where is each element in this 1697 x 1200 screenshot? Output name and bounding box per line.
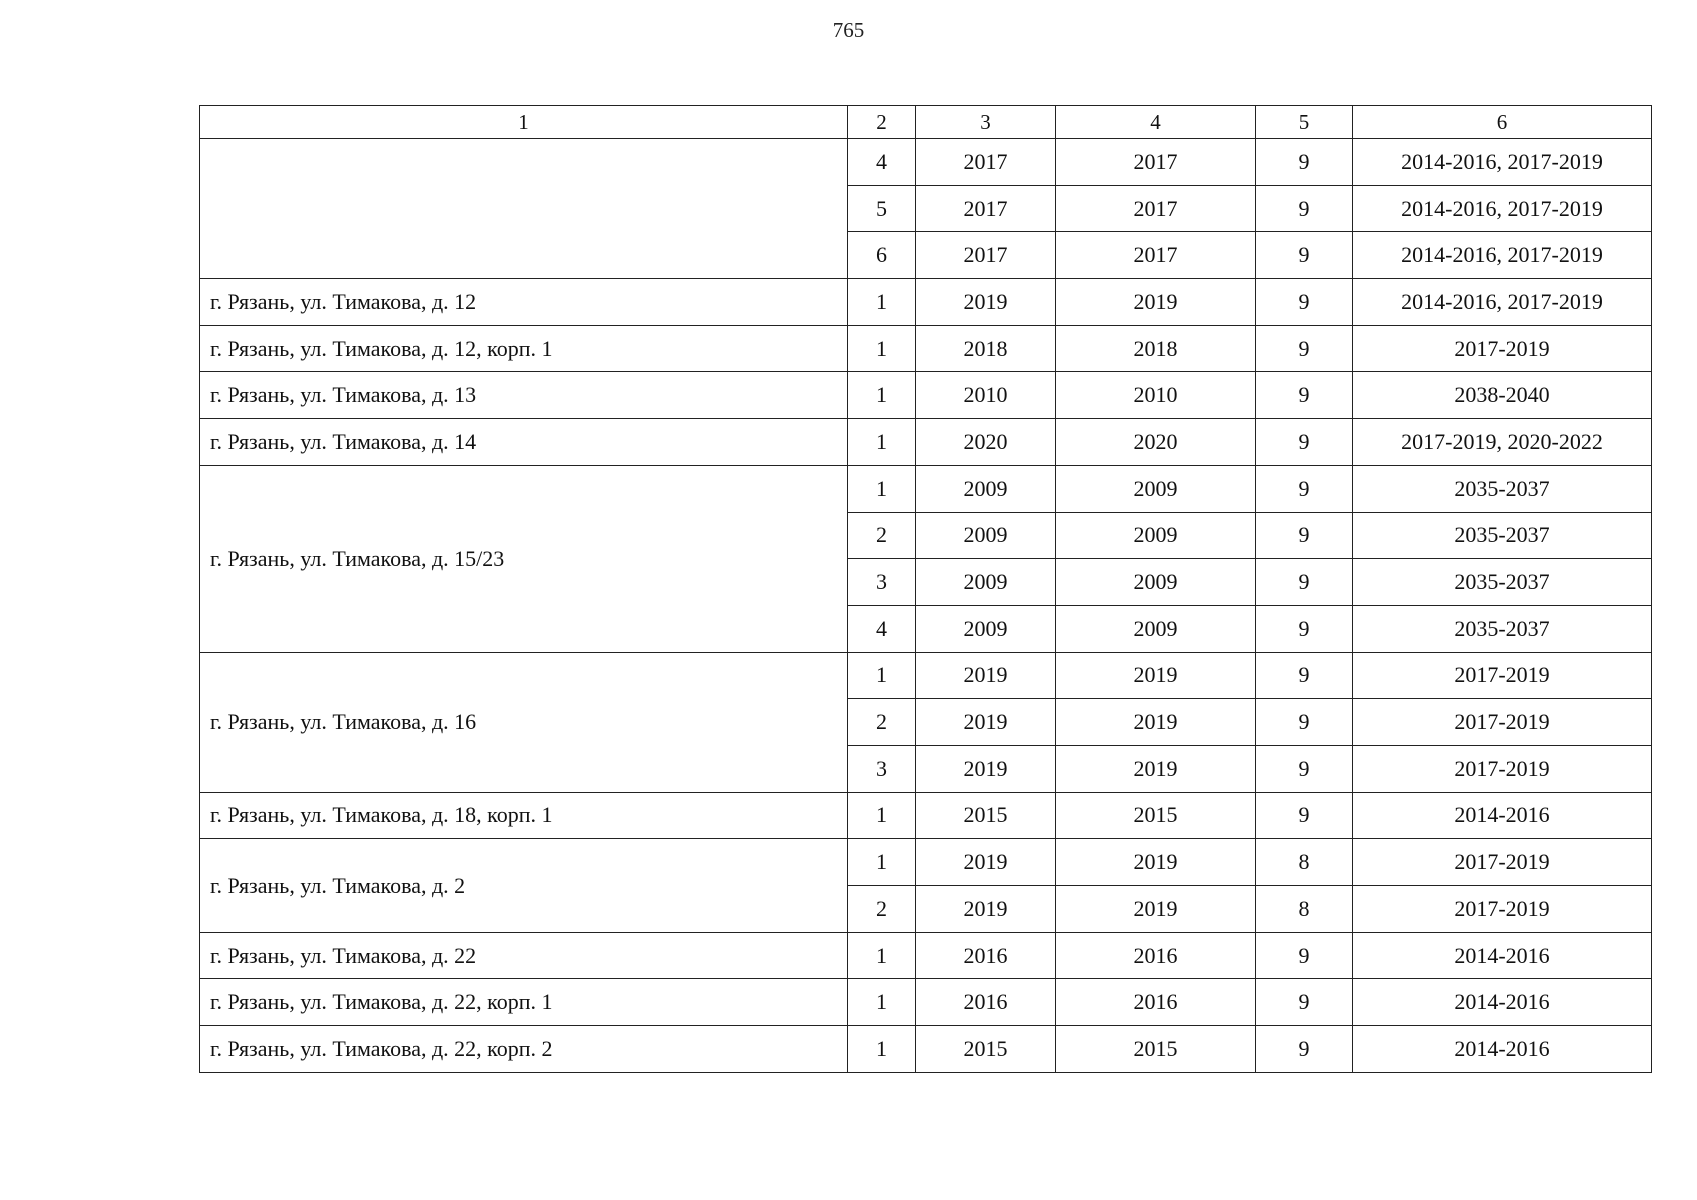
period-cell: 2014-2016, 2017-2019 bbox=[1353, 232, 1652, 279]
entrance-number-cell: 6 bbox=[848, 232, 916, 279]
page-number: 765 bbox=[832, 18, 865, 42]
year-cell: 2009 bbox=[916, 559, 1056, 606]
column-header: 3 bbox=[916, 106, 1056, 139]
entrance-number-cell: 1 bbox=[848, 652, 916, 699]
address-cell: г. Рязань, ул. Тимакова, д. 16 bbox=[200, 652, 848, 792]
floors-cell: 9 bbox=[1256, 652, 1353, 699]
entrance-number-cell: 4 bbox=[848, 605, 916, 652]
year-cell: 2015 bbox=[916, 792, 1056, 839]
floors-cell: 9 bbox=[1256, 1026, 1353, 1073]
address-cell: г. Рязань, ул. Тимакова, д. 15/23 bbox=[200, 465, 848, 652]
floors-cell: 9 bbox=[1256, 279, 1353, 326]
year-cell: 2009 bbox=[916, 512, 1056, 559]
floors-cell: 9 bbox=[1256, 139, 1353, 186]
address-cell: г. Рязань, ул. Тимакова, д. 13 bbox=[200, 372, 848, 419]
period-cell: 2035-2037 bbox=[1353, 512, 1652, 559]
period-cell: 2017-2019 bbox=[1353, 325, 1652, 372]
entrance-number-cell: 4 bbox=[848, 139, 916, 186]
address-cell: г. Рязань, ул. Тимакова, д. 2 bbox=[200, 839, 848, 932]
period-cell: 2035-2037 bbox=[1353, 465, 1652, 512]
entrance-number-cell: 1 bbox=[848, 839, 916, 886]
entrance-number-cell: 2 bbox=[848, 699, 916, 746]
table-row bbox=[200, 325, 1652, 372]
table-row bbox=[200, 465, 1652, 512]
year-cell: 2016 bbox=[916, 979, 1056, 1026]
year-cell: 2009 bbox=[1056, 605, 1256, 652]
floors-cell: 8 bbox=[1256, 839, 1353, 886]
floors-cell: 9 bbox=[1256, 185, 1353, 232]
floors-cell: 9 bbox=[1256, 745, 1353, 792]
period-cell: 2017-2019 bbox=[1353, 839, 1652, 886]
table-row bbox=[200, 839, 1652, 886]
entrance-number-cell: 1 bbox=[848, 325, 916, 372]
year-cell: 2016 bbox=[1056, 979, 1256, 1026]
period-cell: 2014-2016, 2017-2019 bbox=[1353, 185, 1652, 232]
year-cell: 2009 bbox=[916, 605, 1056, 652]
address-cell bbox=[200, 139, 848, 279]
year-cell: 2009 bbox=[916, 465, 1056, 512]
entrance-number-cell: 1 bbox=[848, 279, 916, 326]
address-cell: г. Рязань, ул. Тимакова, д. 12, корп. 1 bbox=[200, 325, 848, 372]
floors-cell: 9 bbox=[1256, 932, 1353, 979]
year-cell: 2017 bbox=[1056, 185, 1256, 232]
year-cell: 2009 bbox=[1056, 559, 1256, 606]
floors-cell: 9 bbox=[1256, 605, 1353, 652]
entrance-number-cell: 1 bbox=[848, 465, 916, 512]
year-cell: 2009 bbox=[1056, 512, 1256, 559]
entrance-number-cell: 5 bbox=[848, 185, 916, 232]
period-cell: 2038-2040 bbox=[1353, 372, 1652, 419]
entrance-number-cell: 1 bbox=[848, 419, 916, 466]
floors-cell: 9 bbox=[1256, 792, 1353, 839]
year-cell: 2019 bbox=[916, 652, 1056, 699]
year-cell: 2019 bbox=[916, 699, 1056, 746]
year-cell: 2019 bbox=[1056, 886, 1256, 933]
table-row bbox=[200, 372, 1652, 419]
table-row bbox=[200, 792, 1652, 839]
year-cell: 2019 bbox=[916, 745, 1056, 792]
year-cell: 2019 bbox=[1056, 652, 1256, 699]
entrance-number-cell: 2 bbox=[848, 886, 916, 933]
year-cell: 2015 bbox=[1056, 1026, 1256, 1073]
entrance-number-cell: 1 bbox=[848, 979, 916, 1026]
floors-cell: 9 bbox=[1256, 372, 1353, 419]
table-row bbox=[200, 139, 1652, 186]
entrance-number-cell: 1 bbox=[848, 792, 916, 839]
year-cell: 2017 bbox=[1056, 232, 1256, 279]
floors-cell: 9 bbox=[1256, 232, 1353, 279]
floors-cell: 9 bbox=[1256, 465, 1353, 512]
year-cell: 2009 bbox=[1056, 465, 1256, 512]
address-cell: г. Рязань, ул. Тимакова, д. 12 bbox=[200, 279, 848, 326]
column-header: 5 bbox=[1256, 106, 1353, 139]
address-cell: г. Рязань, ул. Тимакова, д. 14 bbox=[200, 419, 848, 466]
table-body bbox=[200, 106, 1652, 1073]
year-cell: 2018 bbox=[916, 325, 1056, 372]
year-cell: 2019 bbox=[916, 886, 1056, 933]
year-cell: 2019 bbox=[1056, 839, 1256, 886]
year-cell: 2017 bbox=[916, 185, 1056, 232]
year-cell: 2010 bbox=[1056, 372, 1256, 419]
year-cell: 2018 bbox=[1056, 325, 1256, 372]
floors-cell: 9 bbox=[1256, 325, 1353, 372]
address-cell: г. Рязань, ул. Тимакова, д. 22, корп. 1 bbox=[200, 979, 848, 1026]
floors-cell: 9 bbox=[1256, 512, 1353, 559]
floors-cell: 9 bbox=[1256, 699, 1353, 746]
period-cell: 2017-2019 bbox=[1353, 652, 1652, 699]
address-cell: г. Рязань, ул. Тимакова, д. 22, корп. 2 bbox=[200, 1026, 848, 1073]
column-header: 4 bbox=[1056, 106, 1256, 139]
period-cell: 2017-2019 bbox=[1353, 699, 1652, 746]
year-cell: 2020 bbox=[916, 419, 1056, 466]
floors-cell: 9 bbox=[1256, 419, 1353, 466]
year-cell: 2010 bbox=[916, 372, 1056, 419]
entrance-number-cell: 1 bbox=[848, 372, 916, 419]
entrance-number-cell: 3 bbox=[848, 559, 916, 606]
year-cell: 2017 bbox=[1056, 139, 1256, 186]
period-cell: 2014-2016 bbox=[1353, 932, 1652, 979]
period-cell: 2017-2019 bbox=[1353, 745, 1652, 792]
period-cell: 2035-2037 bbox=[1353, 605, 1652, 652]
entrance-number-cell: 3 bbox=[848, 745, 916, 792]
year-cell: 2015 bbox=[1056, 792, 1256, 839]
period-cell: 2017-2019, 2020-2022 bbox=[1353, 419, 1652, 466]
year-cell: 2016 bbox=[1056, 932, 1256, 979]
year-cell: 2016 bbox=[916, 932, 1056, 979]
table-row bbox=[200, 932, 1652, 979]
table-row bbox=[200, 652, 1652, 699]
schedule-table bbox=[199, 105, 1652, 1073]
year-cell: 2019 bbox=[916, 279, 1056, 326]
period-cell: 2014-2016, 2017-2019 bbox=[1353, 279, 1652, 326]
column-header: 1 bbox=[200, 106, 848, 139]
year-cell: 2017 bbox=[916, 232, 1056, 279]
period-cell: 2014-2016 bbox=[1353, 1026, 1652, 1073]
floors-cell: 8 bbox=[1256, 886, 1353, 933]
period-cell: 2014-2016 bbox=[1353, 792, 1652, 839]
year-cell: 2017 bbox=[916, 139, 1056, 186]
column-header: 2 bbox=[848, 106, 916, 139]
table-row bbox=[200, 979, 1652, 1026]
year-cell: 2015 bbox=[916, 1026, 1056, 1073]
floors-cell: 9 bbox=[1256, 979, 1353, 1026]
entrance-number-cell: 1 bbox=[848, 932, 916, 979]
table-row bbox=[200, 1026, 1652, 1073]
period-cell: 2014-2016, 2017-2019 bbox=[1353, 139, 1652, 186]
period-cell: 2014-2016 bbox=[1353, 979, 1652, 1026]
entrance-number-cell: 2 bbox=[848, 512, 916, 559]
entrance-number-cell: 1 bbox=[848, 1026, 916, 1073]
year-cell: 2019 bbox=[1056, 745, 1256, 792]
year-cell: 2020 bbox=[1056, 419, 1256, 466]
table-row bbox=[200, 419, 1652, 466]
period-cell: 2035-2037 bbox=[1353, 559, 1652, 606]
year-cell: 2019 bbox=[1056, 279, 1256, 326]
address-cell: г. Рязань, ул. Тимакова, д. 18, корп. 1 bbox=[200, 792, 848, 839]
period-cell: 2017-2019 bbox=[1353, 886, 1652, 933]
floors-cell: 9 bbox=[1256, 559, 1353, 606]
column-header-row bbox=[200, 106, 1652, 139]
year-cell: 2019 bbox=[1056, 699, 1256, 746]
table-row bbox=[200, 279, 1652, 326]
address-cell: г. Рязань, ул. Тимакова, д. 22 bbox=[200, 932, 848, 979]
column-header: 6 bbox=[1353, 106, 1652, 139]
year-cell: 2019 bbox=[916, 839, 1056, 886]
